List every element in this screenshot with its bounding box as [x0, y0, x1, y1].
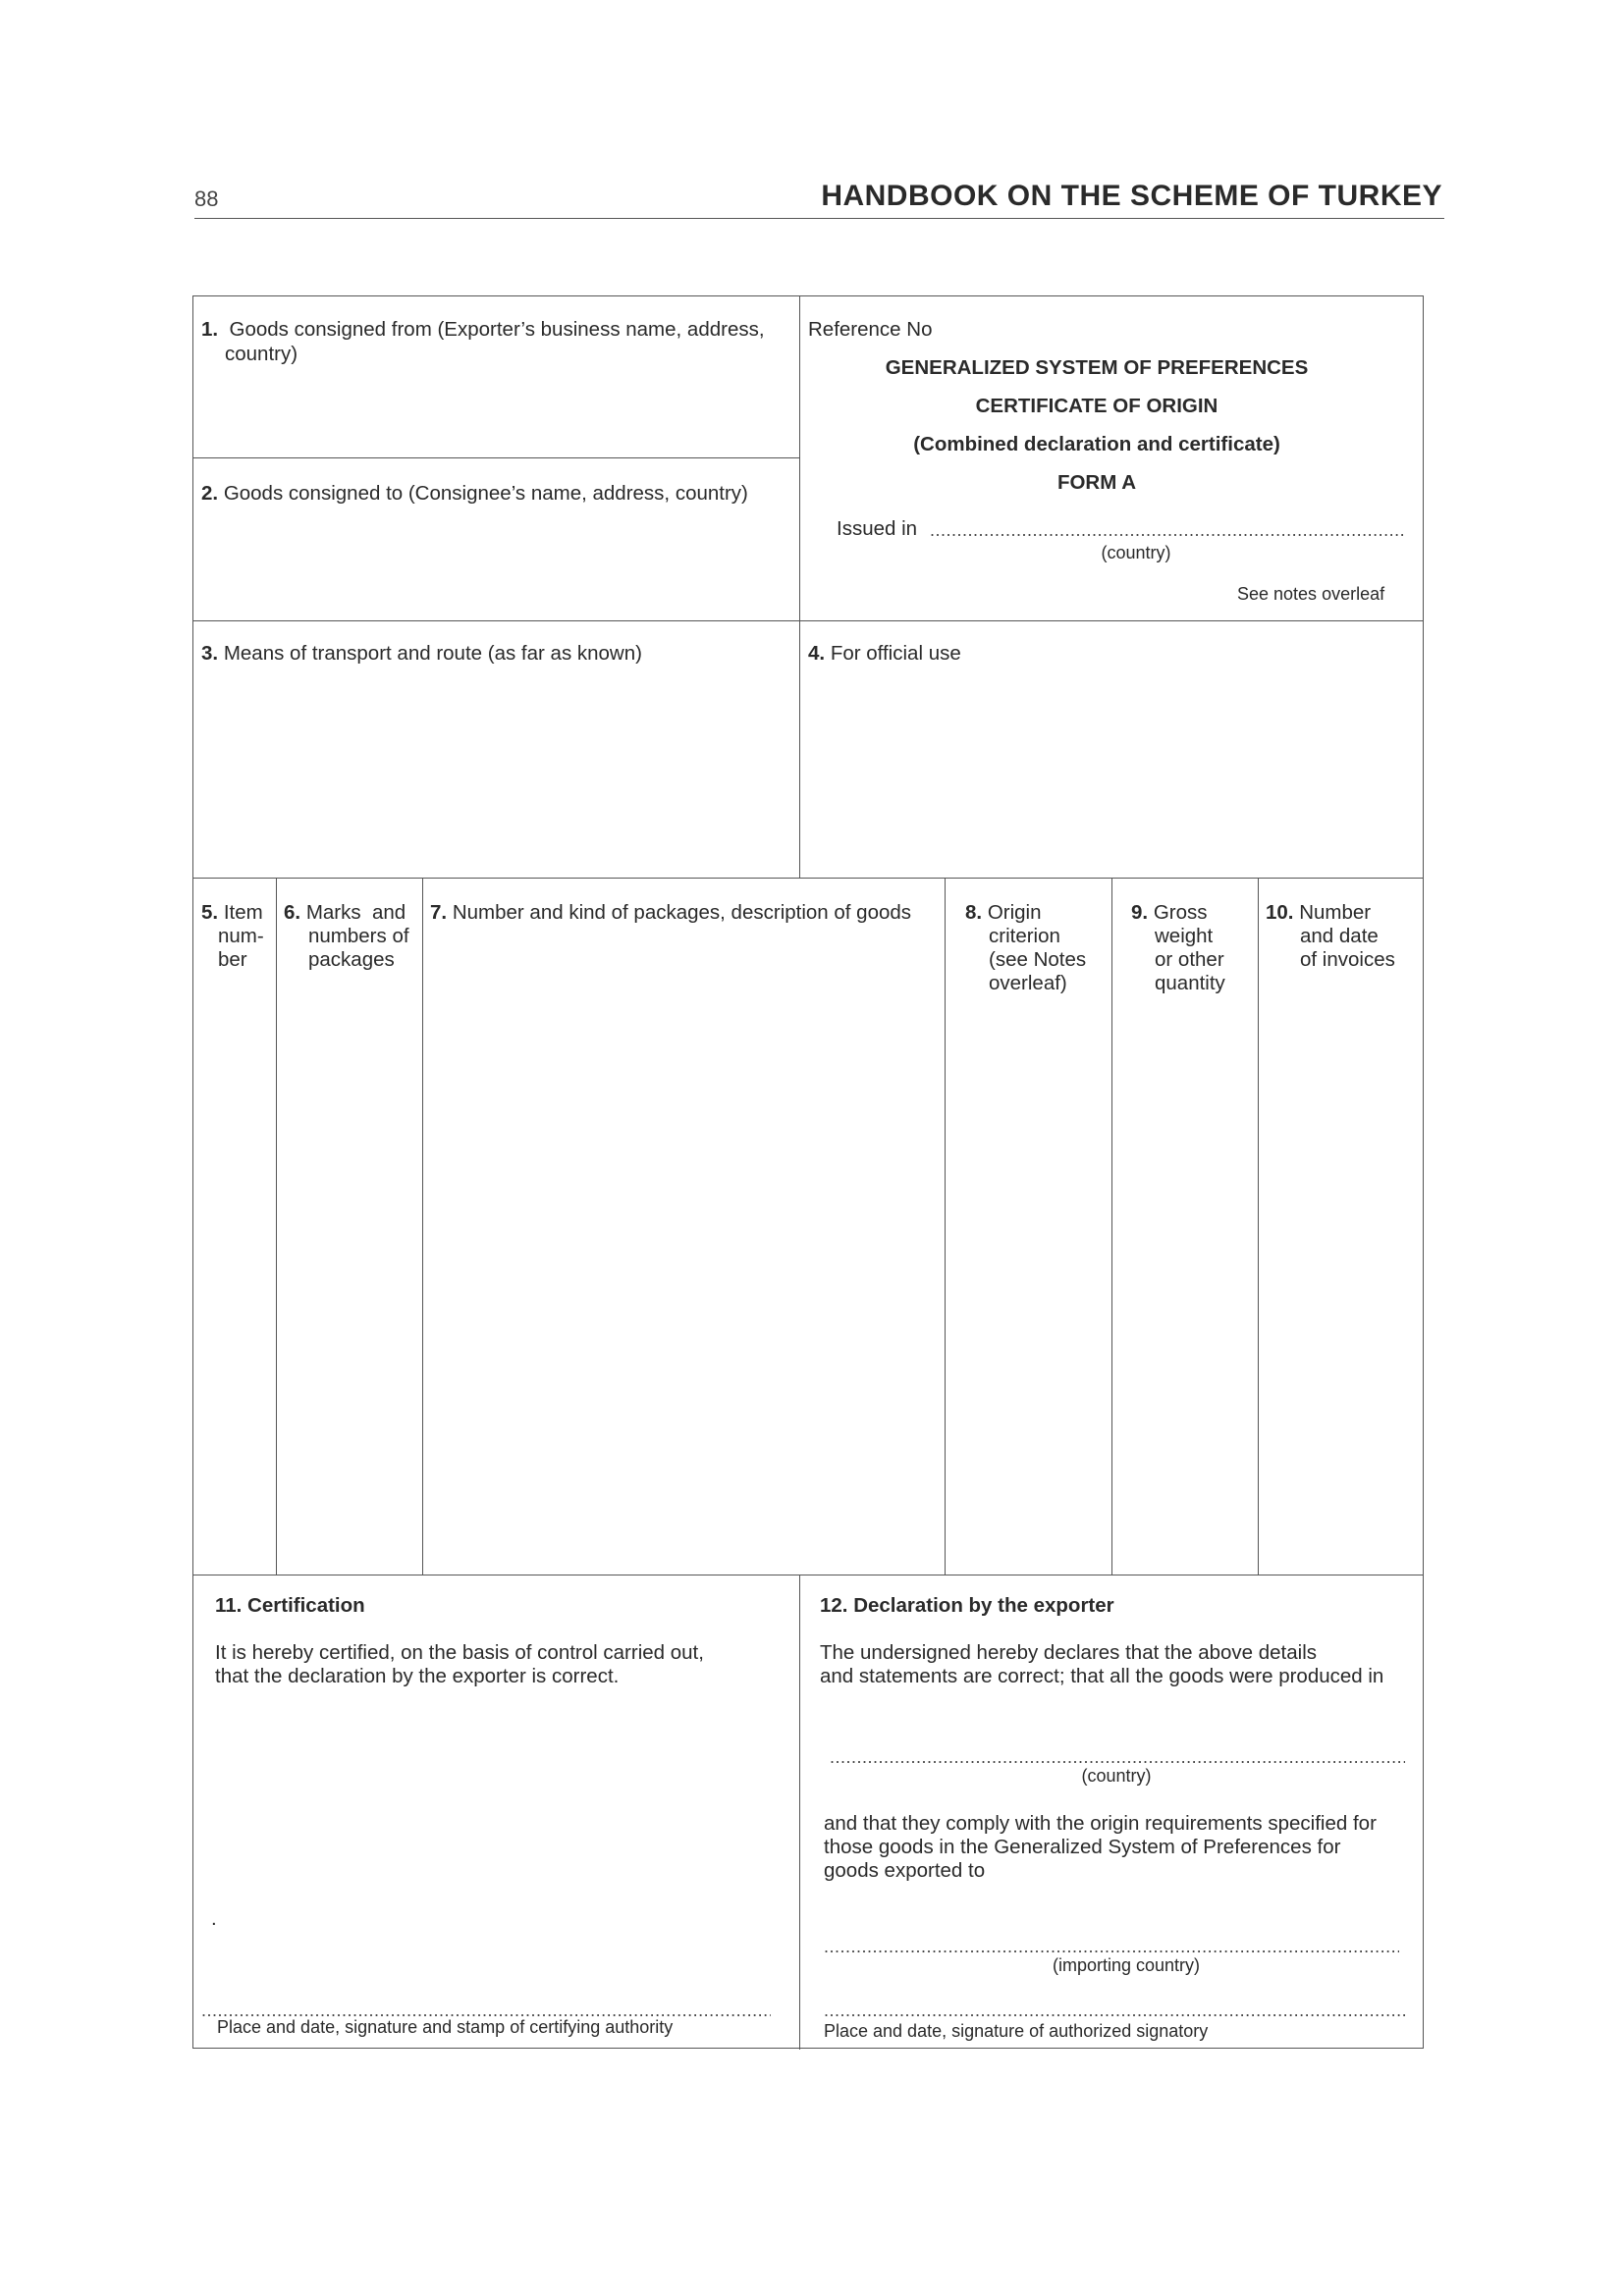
col5-line2: num- [218, 925, 264, 947]
box2-goods-consigned-to [201, 482, 790, 507]
running-title: HANDBOOK ON THE SCHEME OF TURKEY [821, 180, 1442, 212]
col5-line3: ber [218, 948, 247, 971]
col5-number: 5. [201, 901, 219, 924]
box4-official-use [808, 642, 1397, 667]
col9-line2: weight [1155, 925, 1214, 947]
box3-number: 3. [201, 642, 219, 665]
col10-line3: of invoices [1300, 948, 1395, 971]
box11-text-line1: It is hereby certified, on the basis of control carried out, [215, 1641, 704, 1664]
box2-number: 2. [201, 482, 219, 505]
box12-text-line4: those goods in the Generalized System of Preferences for [824, 1836, 1341, 1858]
col10-line1: Number [1299, 901, 1372, 924]
box1-goods-consigned-from [201, 318, 804, 366]
box11-signature-caption: Place and date, signature and stamp of certifying authority [217, 2017, 674, 2037]
divider-v-box11-box12 [799, 1575, 800, 2050]
issued-in-country-caption: (country) [1101, 543, 1171, 562]
reference-no: Reference No [808, 318, 933, 341]
box12-title: 12. Declaration by the exporter [820, 1594, 1114, 1617]
col9-line4: quantity [1155, 972, 1225, 994]
col7-line1: Number and kind of packages, description of goods [452, 901, 912, 924]
box12-text-line3: and that they comply with the origin requirements specified for [824, 1812, 1377, 1835]
col9-gross-weight-header [1131, 901, 1208, 926]
box11-title: 11. Certification [215, 1594, 365, 1617]
issued-in-label: Issued in [837, 517, 918, 540]
divider-row2 [193, 878, 1423, 879]
box12-signature-dotted-line [824, 2002, 1405, 2019]
col6-number: 6. [284, 901, 301, 924]
box12-signature-caption: Place and date, signature of authorized signatory [824, 2021, 1209, 2041]
divider-col7-col8 [945, 878, 946, 1575]
divider-col6-col7 [422, 878, 423, 1575]
col5-item-number-header [201, 901, 263, 926]
box2-label: Goods consigned to (Consignee’s name, address, country) [223, 482, 748, 505]
col8-line2: criterion [989, 925, 1060, 947]
col9-line1: Gross [1153, 901, 1208, 924]
col10-invoices-header [1266, 901, 1371, 926]
box12-country-dotted-line [830, 1748, 1405, 1766]
box12-text-line1: The undersigned hereby declares that the above details [820, 1641, 1318, 1664]
divider-row1 [193, 620, 1423, 621]
box3-label: Means of transport and route (as far as known) [223, 642, 642, 665]
box12-text-line2: and statements are correct; that all the goods were produced in [820, 1665, 1384, 1687]
col7-description-header [430, 901, 941, 926]
divider-box1-box2 [193, 457, 799, 458]
header-rule [194, 218, 1444, 219]
see-notes-overleaf: See notes overleaf [1237, 584, 1385, 604]
certificate-heading: CERTIFICATE OF ORIGIN [975, 395, 1218, 417]
col8-number: 8. [965, 901, 983, 924]
box12-importing-country-caption: (importing country) [1052, 1955, 1201, 1975]
form-a-certificate [192, 295, 1424, 2049]
issued-in-dotted-line [930, 521, 1406, 539]
col7-number: 7. [430, 901, 448, 924]
box11-text-line2: that the declaration by the exporter is correct. [215, 1665, 620, 1687]
combined-declaration-heading: (Combined declaration and certificate) [913, 433, 1280, 455]
page-number: 88 [194, 187, 219, 211]
box4-label: For official use [830, 642, 961, 665]
box4-number: 4. [808, 642, 826, 665]
divider-v-box3-box4 [799, 620, 800, 878]
col8-line1: Origin [987, 901, 1042, 924]
gsp-heading: GENERALIZED SYSTEM OF PREFERENCES [885, 356, 1309, 379]
form-a-heading: FORM A [1056, 471, 1137, 494]
col10-line2: and date [1300, 925, 1379, 947]
col8-line4: overleaf) [989, 972, 1067, 994]
box11-stray-mark: . [211, 1907, 217, 1930]
col6-line3: packages [308, 948, 395, 971]
col9-line3: or other [1155, 948, 1224, 971]
col6-line1: Marks and [305, 901, 406, 924]
col6-marks-header [284, 901, 406, 926]
box1-number: 1. [201, 318, 219, 341]
col8-origin-criterion-header [965, 901, 1042, 926]
divider-col9-col10 [1258, 878, 1259, 1575]
col9-number: 9. [1131, 901, 1149, 924]
box12-importing-country-dotted-line [824, 1938, 1399, 1955]
divider-col5-col6 [276, 878, 277, 1575]
col8-line3: (see Notes [989, 948, 1087, 971]
col5-line1: Item [223, 901, 263, 924]
divider-col8-col9 [1111, 878, 1112, 1575]
box12-country-caption: (country) [1081, 1766, 1152, 1786]
box3-means-of-transport [201, 642, 790, 667]
col10-number: 10. [1266, 901, 1294, 924]
col6-line2: numbers of [308, 925, 409, 947]
box1-label: Goods consigned from (Exporter’s business name, address, country) [225, 318, 765, 365]
box12-text-line5: goods exported to [824, 1859, 986, 1882]
